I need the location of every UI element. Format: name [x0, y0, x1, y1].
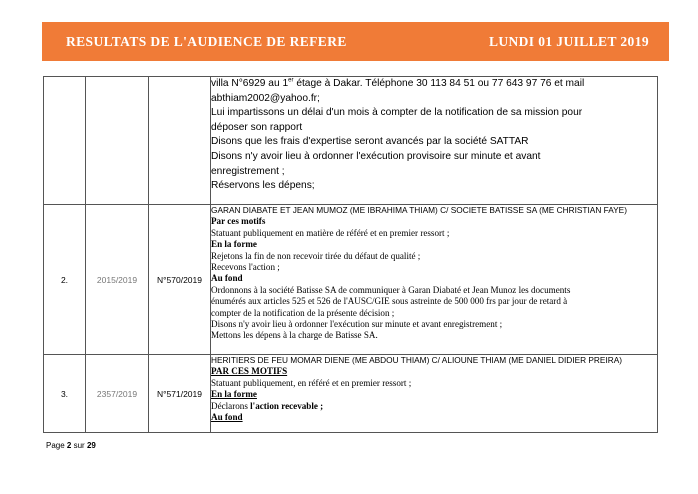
row-number	[44, 77, 86, 205]
roll-number: 2015/2019	[86, 205, 149, 355]
ruling-line: Déclarons l'action recevable ;	[211, 400, 324, 411]
page-label: Page	[46, 441, 65, 450]
ruling-line: Réservons les dépens;	[211, 180, 315, 192]
ruling-line: Statuant publiquement, en référé et en premier ressort ;	[211, 377, 412, 388]
of-label: sur	[73, 441, 85, 450]
document-title: RESULTATS DE L'AUDIENCE DE REFERE	[66, 33, 347, 49]
ruling-content	[211, 355, 658, 433]
roll-number	[86, 77, 149, 205]
ruling-content	[211, 205, 658, 355]
ruling-line: Lui impartissons un délai d'un mois à compter de la notification de sa mission pour	[211, 107, 583, 119]
ruling-line: villa N°6929 au 1er étage à Dakar. Téléphone 30 113 84 51 ou 77 643 97 76 et mail	[211, 77, 585, 89]
page-footer	[46, 441, 96, 450]
ruling-line: compter de la notification de la présente décision ;	[211, 307, 395, 318]
ruling-line: Rejetons la fin de non recevoir tirée du défaut de qualité ;	[211, 250, 421, 261]
table-row	[44, 355, 658, 433]
hearing-date: LUNDI 01 JUILLET 2019	[488, 33, 649, 49]
fond-heading: Au fond	[211, 412, 243, 423]
ruling-content	[211, 77, 658, 205]
motifs-heading: PAR CES MOTIFS	[211, 366, 288, 377]
row-number: 2.	[44, 205, 86, 355]
parties-line: HERITIERS DE FEU MOMAR DIENE (ME ABDOU THIAM) C/ ALIOUNE THIAM (ME DANIEL DIDIER PREIRA)	[211, 355, 623, 365]
fond-heading: Au fond	[211, 273, 243, 284]
ruling-line: Disons n'y avoir lieu à ordonner l'exécution sur minute et avant enregistrement ;	[211, 319, 503, 330]
ruling-line: Recevons l'action ;	[211, 262, 280, 273]
row-number: 3.	[44, 355, 86, 433]
forme-heading: En la forme	[211, 389, 257, 400]
page-number: 2	[66, 441, 72, 450]
ruling-line: abthiam2002@yahoo.fr;	[211, 92, 320, 104]
header-band	[42, 22, 669, 61]
table-row	[44, 205, 658, 355]
roll-number: 2357/2019	[86, 355, 149, 433]
rulings-table	[43, 76, 658, 433]
order-number	[149, 77, 211, 205]
ruling-line: déposer son rapport	[211, 121, 303, 133]
ruling-line: Disons n'y avoir lieu à ordonner l'exécution provisoire sur minute et avant	[211, 150, 541, 162]
ruling-line: Disons que les frais d'expertise seront avancés par la société SATTAR	[211, 136, 529, 148]
parties-line: GARAN DIABATE ET JEAN MUMOZ (ME IBRAHIMA THIAM) C/ SOCIETE BATISSE SA (ME CHRISTIAN FAYE)	[211, 205, 627, 215]
forme-heading: En la forme	[211, 239, 257, 250]
ruling-line: Statuant publiquement en matière de référé et en premier ressort ;	[211, 227, 450, 238]
order-number: N°570/2019	[149, 205, 211, 355]
ruling-line: enregistrement ;	[211, 165, 285, 177]
order-number: N°571/2019	[149, 355, 211, 433]
total-pages: 29	[86, 441, 96, 450]
ruling-line: Ordonnons à la société Batisse SA de communiquer à Garan Diabaté et Jean Munoz les documents	[211, 284, 571, 295]
table-row	[44, 77, 658, 205]
ruling-line: Mettons les dépens à la charge de Batisse SA.	[211, 330, 378, 341]
ruling-line: énumérés aux articles 525 et 526 de l'AUSC/GIE sous astreinte de 500 000 frs par jour de retard à	[211, 296, 568, 307]
motifs-heading: Par ces motifs	[211, 216, 266, 227]
